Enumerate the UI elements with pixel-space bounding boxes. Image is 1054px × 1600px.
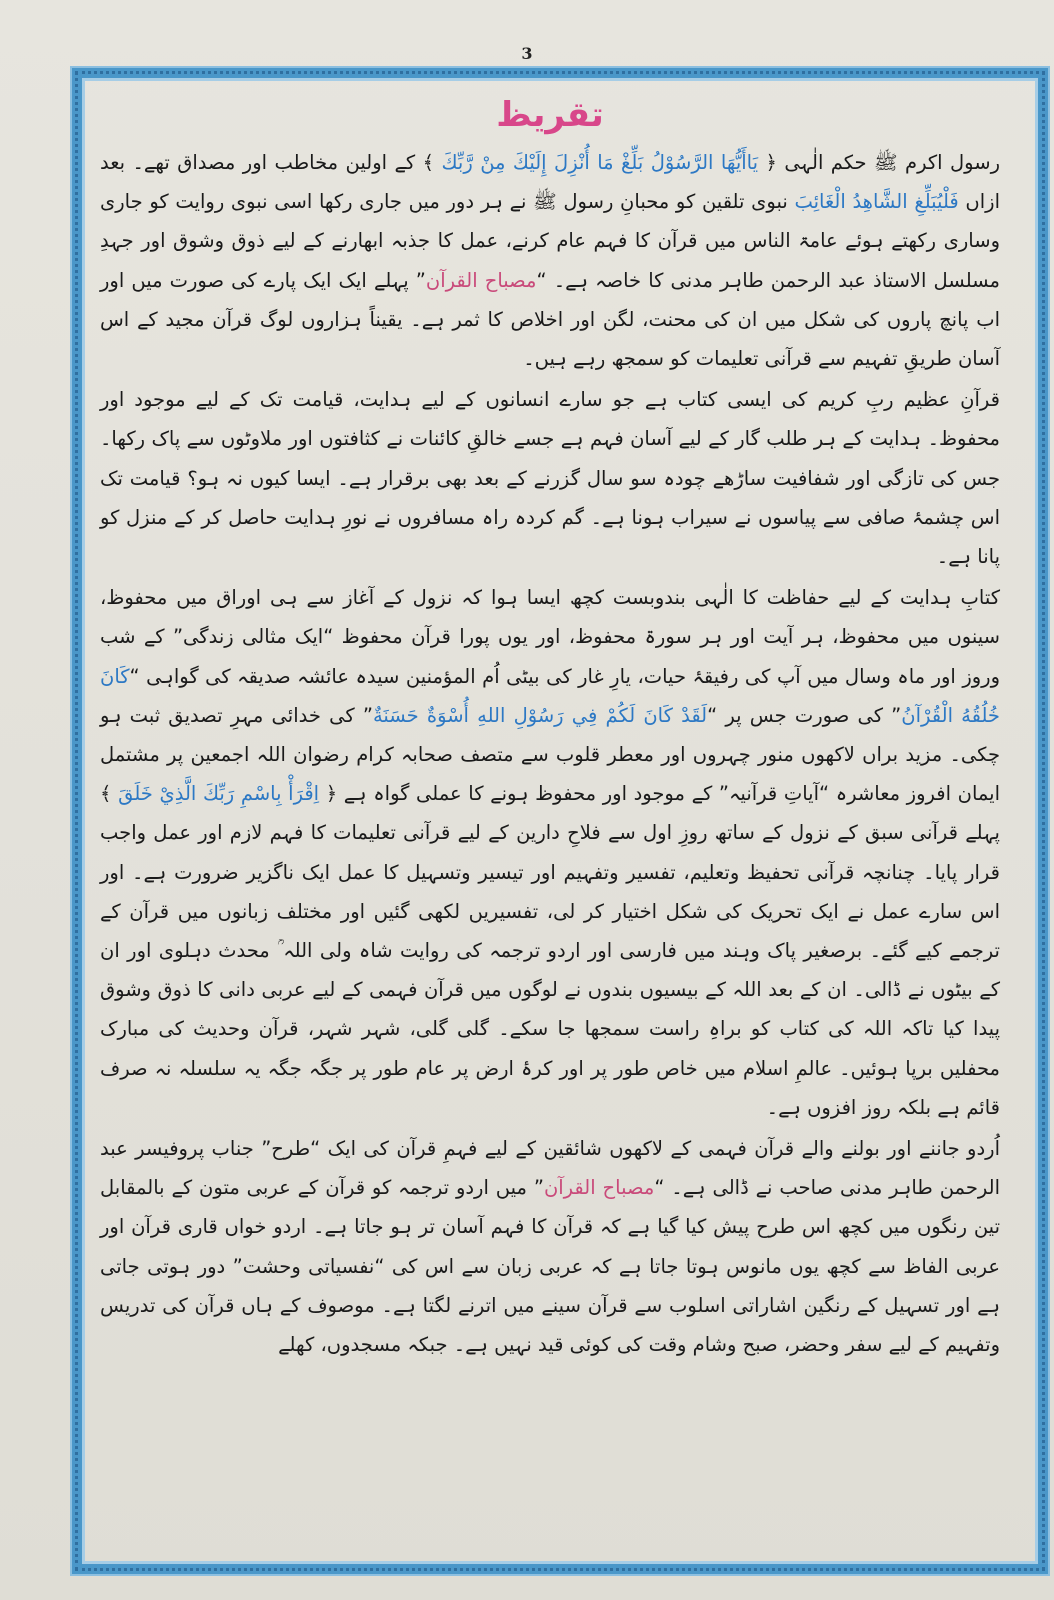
paragraph	[100, 1129, 1000, 1364]
quote-text: فَلْيُبَلِّغِ الشَّاهِدُ الْغَائِبَ	[794, 190, 959, 214]
paragraph	[100, 380, 1000, 576]
quote-text: مصباح القرآن	[425, 268, 537, 292]
paragraph	[100, 143, 1000, 378]
quote-text: لَقَدْ كَانَ لَكُمْ فِي رَسُوْلِ اللهِ أُسْوَةٌ حَسَنَةٌ	[372, 703, 708, 727]
paragraph-text: ” کی خدائی مہرِ تصدیق ثبت ہو چکی۔ مزید براں لاکھوں منور چہروں اور معطر قلوب سے متصف صحابہ کرام رضوان اللہ اجمعین پر مشتمل ایمان افروز معاشرہ “آیاتِ قرآنیہ” کے موجود اور محفوظ ہونے کا عملی گواہ ہے ﴿	[100, 703, 1001, 806]
paragraph-text: ﴾ کے اولین مخاطب اور مصداق تھے۔ بعد ازاں	[100, 151, 1000, 214]
quote-text: کَانَ خُلُقُهُ الْقُرْآنُ	[100, 664, 1000, 727]
paragraph-text: نبوی تلقین کو محبانِ رسول ﷺ نے ہر دور میں جاری رکھا اسی نبوی روایت کو جاری وساری رکھتے ہوئے عامۃ الناس میں قرآن کا فہم عام کرنے، عمل کا جذبہ ابھارنے کے لیے ذوق وشوق اور جہدِ مسلسل الاستاذ عبد الرحمن طاہر مدنی کا خاصہ ہے۔ “	[100, 190, 1000, 292]
quote-text: یَاأَیُّهَا الرَّسُوْلُ بَلِّغْ مَا أُنْزِلَ إِلَیْكَ مِنْ رَّبِّكَ	[441, 151, 759, 174]
paragraph-text: ” پہلے ایک ایک پارے کی صورت میں اور اب پانچ پاروں کی شکل میں ان کی محنت، لگن اور اخلاص کا ثمر ہے۔ یقیناً ہزاروں لوگ قرآن مجید کے اس آسان طریقِ تفہیم سے قرآنی تعلیمات کو سمجھ رہے ہیں۔	[100, 268, 1000, 371]
page-content	[100, 95, 1000, 1535]
paragraph-text: ﴾ پہلے قرآنی سبق کے نزول کے ساتھ روزِ اول سے فلاحِ دارین کے لیے قرآنی تعلیمات کا فہم لازم اور عمل واجب قرار پایا۔ چنانچہ قرآنی تحفیظ وتعلیم، تفسیر وتفہیم اور تیسیر وتسہیل کا عمل ایک ناگزیر ضرورت ہے۔ اور اس سارے عمل نے ایک تحریک کی شکل اختیار کر لی، تفسیریں لکھی گئیں اور مختلف زبانوں میں قرآن کے ترجمے کیے گئے۔ برصغیر پاک وہند میں فارسی اور اردو ترجمہ کی روایت شاہ ولی اللہ ؒ محدث دہلوی اور ان کے بیٹوں نے ڈالی۔ ان کے بعد اللہ کے بیسیوں بندوں نے لوگوں میں قرآن فہمی کے لیے عربی دانی کا ذوق وشوق پیدا کیا تاکہ اللہ کی کتاب کو براہِ راست سمجھا جا سکے۔ گلی گلی، شہر شہر، قرآن وحدیث کی مبارک محفلیں برپا ہوئیں۔ عالمِ اسلام میں خاص طور پر اور کرۂ ارض پر عام طور پر جگہ جگہ یہ سلسلہ نہ صرف قائم ہے بلکہ روز افزوں ہے۔	[100, 782, 1000, 1119]
page-number: 3	[521, 44, 533, 63]
paragraph-text: ” کی صورت جس پر “	[707, 703, 902, 727]
paragraph-text: رسول اکرم ﷺ حکم الٰہی ﴿	[758, 151, 1000, 174]
paragraph-text: قرآنِ عظیم ربِ کریم کی ایسی کتاب ہے جو سارے انسانوں کے لیے ہدایت، قیامت تک کے لیے موجود اور محفوظ۔ ہدایت کے ہر طلب گار کے لیے آسان فہم ہے جسے خالقِ کائنات نے کثافتوں اور ملاوٹوں سے پاک رکھا۔ جس کی تازگی اور شفافیت ساڑھے چودہ سو سال گزرنے کے بعد بھی برقرار ہے۔ ایسا کیوں نہ ہو؟ قیامت تک اس چشمۂ صافی سے پیاسوں نے سیراب ہونا ہے۔ گم کردہ راہ مسافروں نے نورِ ہدایت حاصل کر کے منزل کو پانا ہے۔	[100, 388, 1000, 569]
quote-text: اِقْرَأْ بِاسْمِ رَبِّكَ الَّذِيْ خَلَقَ	[118, 782, 320, 806]
paragraph-text: کتابِ ہدایت کے لیے حفاظت کا الٰہی بندوبست کچھ ایسا ہوا کہ نزول کے آغاز سے ہی اوراق میں محفوظ، سینوں میں محفوظ، ہر آیت اور ہر سورۃ محفوظ، اور یوں پورا قرآن محفوظ “ایک مثالی زندگی” کے شب وروز اور ماہ وسال میں آپ کی رفیقۂ حیات، یارِ غار کی بیٹی اُم المؤمنین سیدہ عائشہ صدیقہ کی گواہی “	[100, 586, 1000, 688]
paragraph-text: ” میں اردو ترجمہ کو قرآن کے عربی متون کے بالمقابل تین رنگوں میں کچھ اس طرح پیش کیا گیا ہے کہ قرآن کا فہم آسان تر ہو جاتا ہے۔ اردو خواں قاری قرآن اور عربی الفاظ سے کچھ یوں مانوس ہوتا جاتا ہے کہ عربی زبان سے اس کی “نفسیاتی وحشت” دور ہوتی جاتی ہے اور تسہیل کے رنگین اشاراتی اسلوب سے قرآن سینے میں اترنے لگتا ہے۔ موصوف کے ہاں قرآن کی تدریس وتفہیم کے لیے سفر وحضر، صبح وشام وقت کی کوئی قید نہیں ہے۔ جبکہ مسجدوں، کھلے	[100, 1176, 1000, 1357]
paragraph-text: اُردو جاننے اور بولنے والے قرآن فہمی کے لاکھوں شائقین کے لیے فہمِ قرآن کی ایک “طرح” جناب پروفیسر عبد الرحمن طاہر مدنی صاحب نے ڈالی ہے۔ “	[100, 1137, 1000, 1200]
paragraph	[100, 578, 1000, 1127]
paragraphs-container	[100, 143, 1000, 1364]
page-heading: تقریظ	[496, 95, 604, 135]
quote-text: مصباح القرآن	[543, 1176, 655, 1200]
